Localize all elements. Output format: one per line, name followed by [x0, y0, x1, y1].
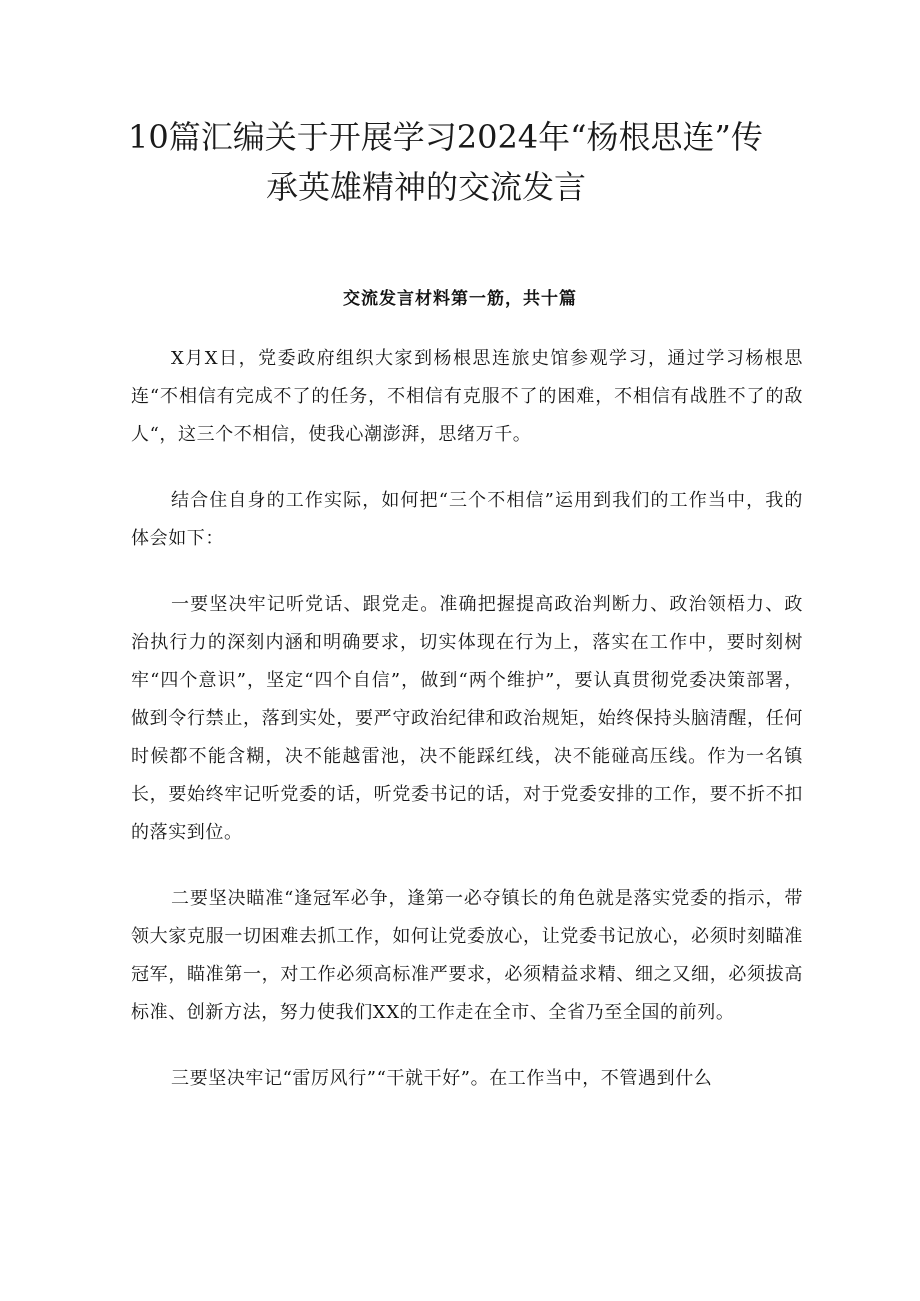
paragraph-context: 结合住自身的工作实际，如何把“三个不相信”运用到我们的工作当中，我的体会如下：	[131, 490, 803, 549]
paragraph-point-two: 二要坚决瞄准“逢冠军必争，逢第一必夺镇长的角色就是落实党委的指示，带领大家克服一切困难去抓工作，如何让党委放心，让党委书记放心，必须时刻瞄准冠军，瞄准第一，对工作必须高标准严要求，必须精益求精、细之又细，必须拔高标准、创新方法，努力使我们XX的工作走在全市、全省乃至全国的前列。	[131, 888, 803, 1023]
paragraph-point-three: 三要坚决牢记“雷厉风行”“干就干好”。在工作当中，不管遇到什么	[171, 1068, 713, 1089]
document-body	[131, 340, 803, 1126]
paragraph-point-one: 一要坚决牢记听党话、跟党走。准确把握提高政治判断力、政治领梧力、政治执行力的深刻内涵和明确要求，切实体现在行为上，落实在工作中，要时刻树牢“四个意识”，坚定“四个自信”，做到“两个维护”，要认真贯彻党委决策部署，做到令行禁止，落到实处，要严守政治纪律和政治规矩，始终保持头脑清醒，任何时候都不能含糊，决不能越雷池，决不能踩红线，决不能碰高压线。作为一名镇长，要始终牢记听党委的话，听党委书记的话，对于党委安排的工作，要不折不扣的落实到位。	[131, 594, 803, 843]
section-heading: 交流发言材料第一筋，共十篇	[343, 289, 577, 309]
document-title-line-2: 承英雄精神的交流发言	[266, 168, 587, 206]
paragraph-intro: X月X日，党委政府组织大家到杨根思连旅史馆参观学习，通过学习杨根思连“不相信有完成不了的任务，不相信有克服不了的困难，不相信有战胜不了的敌人“，这三个不相信，使我心潮澎湃，思绪万千。	[131, 348, 803, 445]
document-title	[128, 112, 808, 212]
document-title-line-1: 10篇汇编关于开展学习2024年“杨根思连”传	[128, 118, 763, 156]
